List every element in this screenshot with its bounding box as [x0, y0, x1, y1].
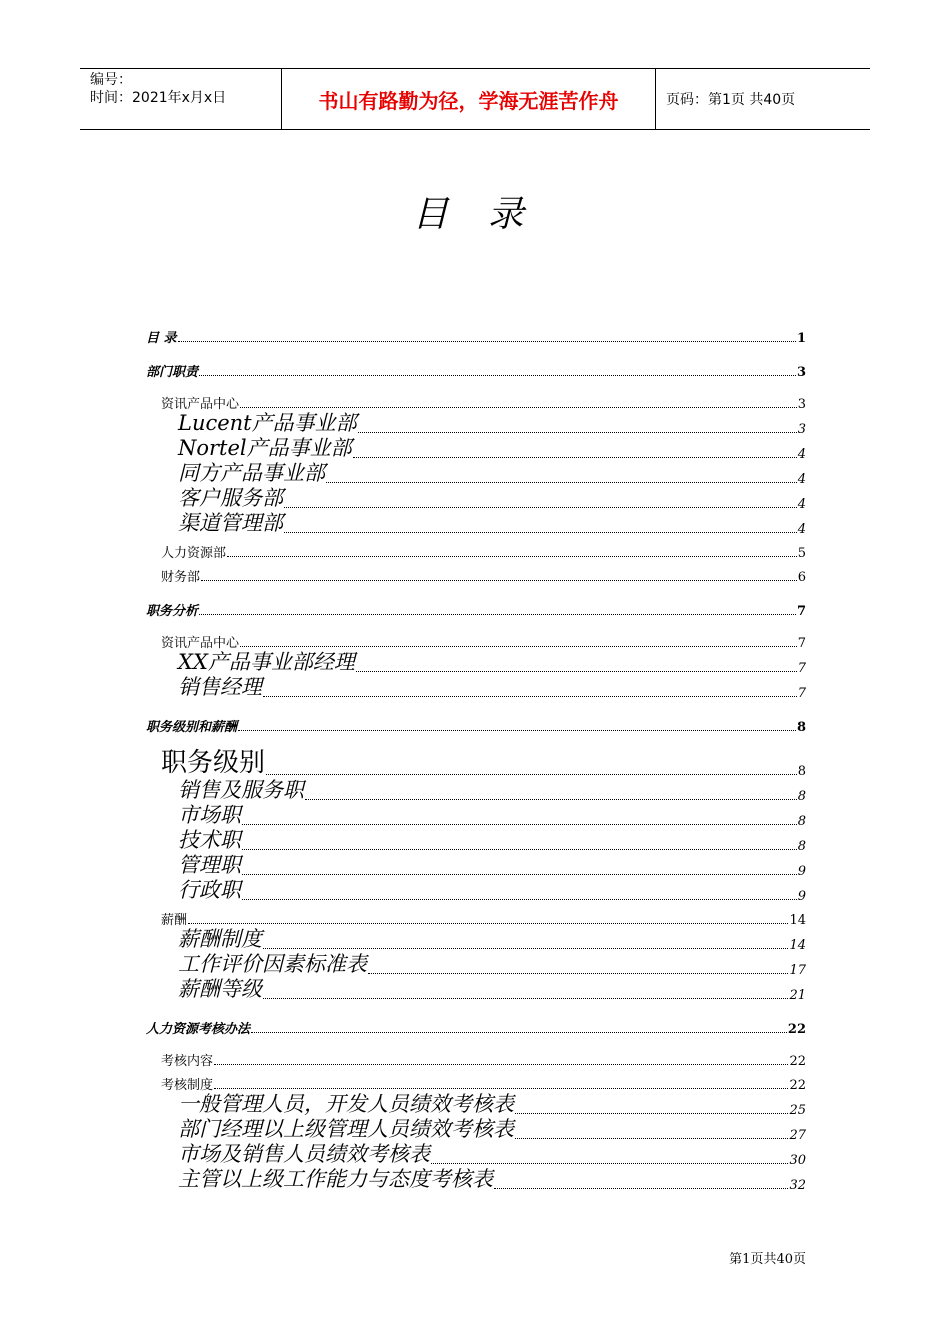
toc-entry-title: 主管以上级工作能力与态度考核表: [178, 1167, 493, 1191]
toc-entry-title: 职务级别和薪酬: [146, 720, 238, 735]
toc-dot-leader: [368, 973, 788, 974]
toc-entry-page: 8: [797, 814, 806, 829]
toc-entry-page: 6: [797, 570, 806, 585]
toc-entry-title: 渠道管理部: [178, 511, 283, 535]
header-info-cell: [80, 69, 282, 129]
toc-entry-title: 销售经理: [178, 675, 262, 699]
toc-entry-page: 1: [796, 331, 806, 346]
header-date-label: 时间：2021年x月x日: [90, 90, 227, 106]
toc-entry-page: 21: [789, 988, 806, 1003]
toc-entry-title: 薪酬: [161, 913, 188, 928]
toc-entry-page: 32: [789, 1178, 806, 1193]
toc-entry-title: 目 录: [146, 331, 177, 346]
toc-entry-page: 5: [797, 546, 806, 561]
toc-entry[interactable]: [146, 512, 806, 537]
toc-dot-leader: [515, 1113, 788, 1114]
toc-entry-title: 资讯产品中心: [161, 397, 240, 412]
toc-entry-page: 22: [789, 1078, 806, 1093]
toc-dot-leader: [242, 824, 797, 825]
toc-entry[interactable]: [146, 829, 806, 854]
toc-entry-title: 资讯产品中心: [161, 636, 240, 651]
toc-entry-title: 管理职: [178, 853, 241, 877]
toc-dot-leader: [356, 671, 797, 672]
toc-entry[interactable]: [146, 779, 806, 804]
toc-entry-page: 17: [789, 963, 806, 978]
toc-entry[interactable]: [146, 1045, 806, 1069]
toc-entry-title: 考核制度: [161, 1078, 214, 1093]
toc-dot-leader: [199, 375, 796, 376]
toc-dot-leader: [214, 1064, 788, 1065]
toc-entry-title: XX产品事业部经理: [178, 650, 355, 674]
toc-entry-page: 8: [797, 789, 806, 804]
toc-dot-leader: [305, 799, 797, 800]
toc-dot-leader: [326, 482, 797, 483]
toc-entry-page: 8: [796, 720, 806, 735]
toc-entry[interactable]: [146, 854, 806, 879]
toc-entry-title: 职务分析: [146, 604, 199, 619]
toc-dot-leader: [201, 580, 797, 581]
toc-entry-title: Lucent产品事业部: [178, 411, 357, 435]
toc-entry-title: 销售及服务职: [178, 778, 304, 802]
toc-entry[interactable]: [146, 978, 806, 1003]
toc-entry-page: 30: [789, 1153, 806, 1168]
toc-entry-title: 人力资源部: [161, 546, 227, 561]
toc-entry-page: 9: [797, 889, 806, 904]
toc-entry-page: 4: [797, 472, 806, 487]
toc-dot-leader: [284, 532, 797, 533]
toc-dot-leader: [263, 998, 788, 999]
toc-entry-title: 市场职: [178, 803, 241, 827]
toc-dot-leader: [242, 899, 797, 900]
toc-entry[interactable]: [146, 709, 806, 735]
toc-entry-title: 职务级别: [161, 748, 266, 778]
toc-entry-title: 薪酬等级: [178, 977, 262, 1001]
toc-dot-leader: [263, 696, 797, 697]
toc-entry[interactable]: [146, 320, 806, 346]
toc-entry-page: 7: [797, 686, 806, 701]
header-number-label: 编号：: [90, 72, 132, 88]
toc-dot-leader: [251, 1032, 787, 1033]
toc-entry-page: 7: [796, 604, 806, 619]
toc-entry-title: 同方产品事业部: [178, 461, 325, 485]
toc-entry-page: 8: [797, 839, 806, 854]
toc-entry-page: 4: [797, 497, 806, 512]
toc-entry[interactable]: [146, 804, 806, 829]
toc-dot-leader: [242, 849, 797, 850]
toc-entry-title: 工作评价因素标准表: [178, 952, 367, 976]
toc-entry[interactable]: [146, 1168, 806, 1193]
toc-entry[interactable]: [146, 593, 806, 619]
document-title: 目 录: [412, 194, 538, 235]
toc-entry-title: 薪酬制度: [178, 927, 262, 951]
toc-entry[interactable]: [146, 676, 806, 701]
toc-entry-title: 部门职责: [146, 365, 199, 380]
toc-entry-title: 考核内容: [161, 1054, 214, 1069]
toc-entry-title: 一般管理人员，开发人员绩效考核表: [178, 1092, 514, 1116]
toc-entry-title: 部门经理以上级管理人员绩效考核表: [178, 1117, 514, 1141]
toc-dot-leader: [178, 341, 796, 342]
toc-entry-page: 4: [797, 447, 806, 462]
toc-entry-title: Nortel产品事业部: [178, 436, 352, 460]
toc-entry-page: 7: [797, 661, 806, 676]
toc-dot-leader: [188, 923, 788, 924]
toc-entry-title: 技术职: [178, 828, 241, 852]
toc-entry-page: 4: [797, 522, 806, 537]
header-motto: 书山有路勤为径，学海无涯苦作舟: [282, 69, 656, 129]
toc-entry[interactable]: [146, 561, 806, 585]
toc-entry-page: 9: [797, 864, 806, 879]
toc-entry[interactable]: [146, 879, 806, 904]
footer-page-number: 第1页共40页: [729, 1252, 806, 1267]
toc-dot-leader: [494, 1188, 788, 1189]
toc-entry-title: 财务部: [161, 570, 201, 585]
toc-entry-page: 22: [789, 1054, 806, 1069]
toc-entry[interactable]: [146, 354, 806, 380]
table-of-contents: [146, 312, 806, 1193]
toc-dot-leader: [515, 1138, 788, 1139]
toc-dot-leader: [284, 507, 797, 508]
toc-entry[interactable]: [146, 537, 806, 561]
toc-dot-leader: [353, 457, 797, 458]
toc-dot-leader: [266, 774, 797, 775]
toc-entry-page: 7: [797, 636, 806, 651]
toc-entry-title: 市场及销售人员绩效考核表: [178, 1142, 430, 1166]
toc-entry[interactable]: [146, 1011, 806, 1037]
toc-dot-leader: [227, 556, 797, 557]
page-header: [80, 68, 870, 130]
toc-entry-page: 8: [797, 764, 806, 779]
toc-entry-page: 22: [787, 1022, 806, 1037]
toc-entry-page: 3: [797, 422, 806, 437]
toc-entry-title: 人力资源考核办法: [146, 1022, 251, 1037]
toc-entry-page: 3: [797, 397, 806, 412]
toc-entry-page: 25: [789, 1103, 806, 1118]
toc-dot-leader: [199, 614, 796, 615]
toc-entry-title: 客户服务部: [178, 486, 283, 510]
toc-entry-page: 14: [789, 913, 806, 928]
toc-entry-page: 14: [789, 938, 806, 953]
toc-entry-page: 3: [796, 365, 806, 380]
toc-entry-title: 行政职: [178, 878, 241, 902]
toc-dot-leader: [242, 874, 797, 875]
toc-dot-leader: [238, 730, 796, 731]
toc-dot-leader: [358, 432, 797, 433]
toc-entry-page: 27: [789, 1128, 806, 1143]
header-page-label: 页码：第1页 共40页: [666, 92, 796, 108]
